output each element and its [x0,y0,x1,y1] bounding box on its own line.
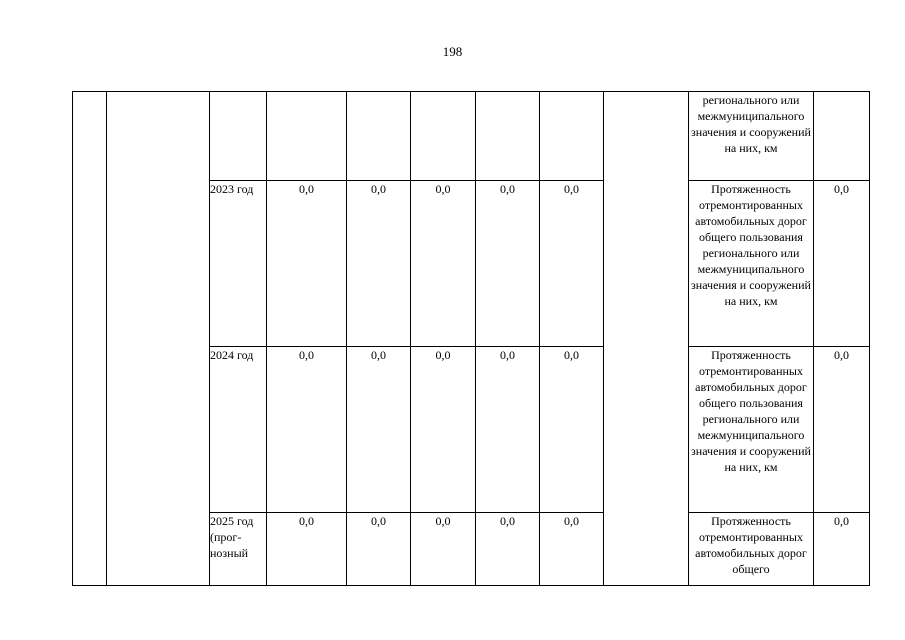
indicator-description: Протяженность отремонтированных автомобильных дорог общего [689,513,814,586]
value-cell [476,92,540,181]
year-label: (прог- [210,530,242,544]
value-cell: 0,0 [267,347,347,513]
value-cell [347,92,411,181]
value-cell [540,92,604,181]
year-cell [210,181,267,347]
indicator-value: 0,0 [814,513,870,586]
name-column-cell [107,92,210,586]
value-cell: 0,0 [476,347,540,513]
table-row [73,92,870,181]
index-column-cell [73,92,107,586]
value-cell: 0,0 [411,347,476,513]
executor-column-cell [604,92,689,586]
indicator-value [814,92,870,181]
value-cell [267,92,347,181]
indicator-description: Протяженность отремонтированных автомобильных дорог общего пользования регионального или межмуниципального значения и сооружений на них, км [689,181,814,347]
value-cell: 0,0 [347,347,411,513]
value-cell: 0,0 [347,181,411,347]
year-label: 2025 год [210,514,254,528]
value-cell: 0,0 [411,181,476,347]
year-cell [210,347,267,513]
year-cell [210,92,267,181]
value-cell: 0,0 [476,181,540,347]
indicator-value: 0,0 [814,181,870,347]
indicator-description: регионального или межмуниципального значения и сооружений на них, км [689,92,814,181]
value-cell: 0,0 [267,181,347,347]
year-label: 2023 год [210,182,254,196]
value-cell [411,92,476,181]
value-cell: 0,0 [411,513,476,586]
indicator-value: 0,0 [814,347,870,513]
value-cell: 0,0 [476,513,540,586]
value-cell: 0,0 [540,347,604,513]
value-cell: 0,0 [540,181,604,347]
year-label: нозный [210,546,249,560]
program-table [72,91,870,586]
value-cell: 0,0 [267,513,347,586]
indicator-description: Протяженность отремонтированных автомобильных дорог общего пользования регионального или межмуниципального значения и сооружений на них, км [689,347,814,513]
page-number: 198 [442,44,463,59]
year-cell [210,513,267,586]
value-cell: 0,0 [540,513,604,586]
value-cell: 0,0 [347,513,411,586]
year-label: 2024 год [210,348,254,362]
